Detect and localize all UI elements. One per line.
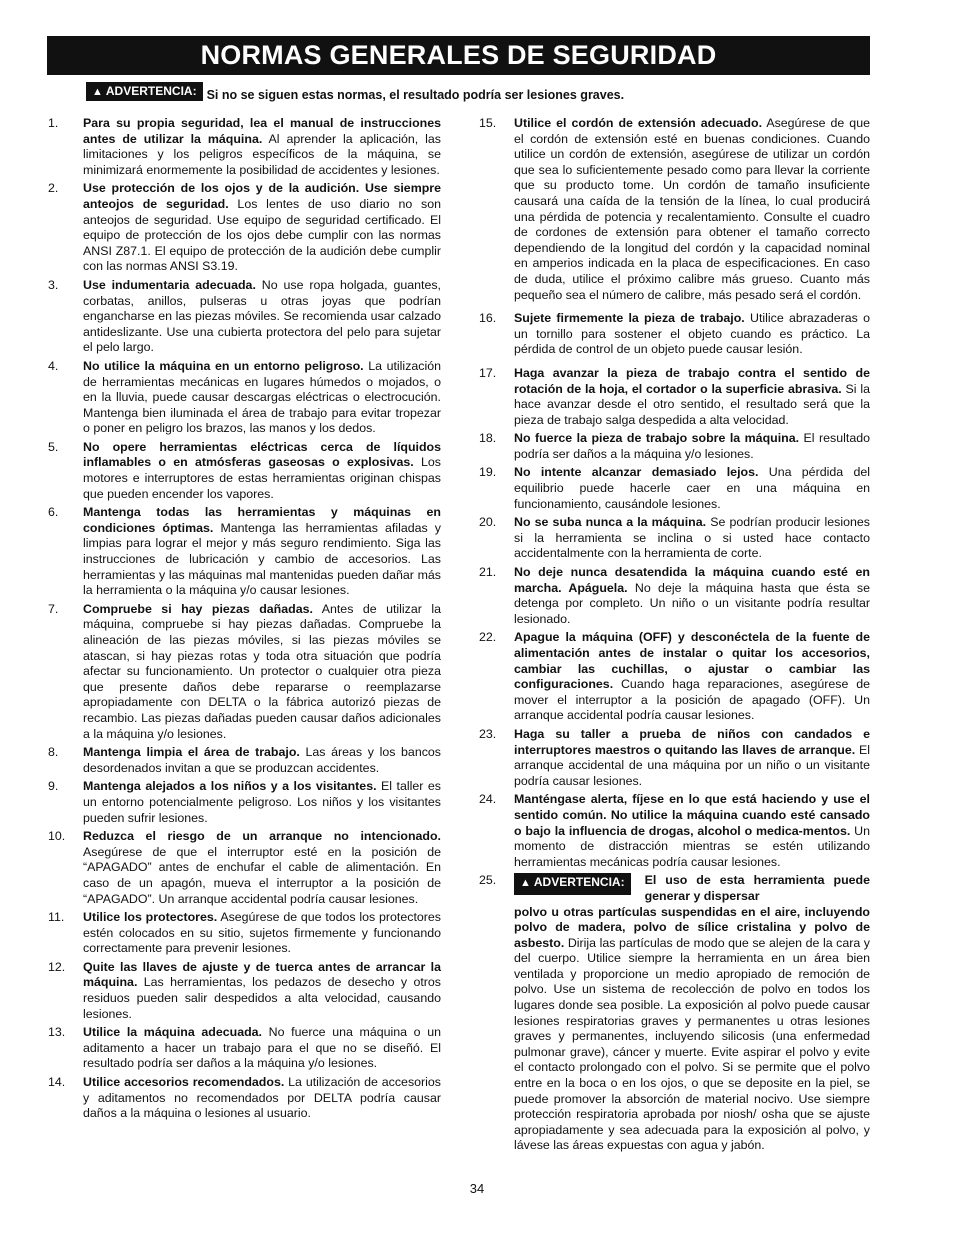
safety-rule <box>48 440 441 502</box>
rule-heading: No deje nunca desatendida la máquina cuando esté en marcha. Apáguela. <box>514 565 870 595</box>
rule-heading: Utilice el cordón de extensión adecuado. <box>514 116 763 130</box>
warning-text: Si no se siguen estas normas, el resultado podría ser lesiones graves. <box>206 87 625 102</box>
rule-heading: Compruebe si hay piezas dañadas. <box>83 601 313 616</box>
safety-rule <box>479 792 870 870</box>
safety-rule <box>48 910 441 957</box>
rule-text: Asegúrese de que el interruptor esté en la posición de “APAGADO” antes de enchufar el cable de alimentación. En caso de un apagón, mueva el interruptor a la posición de “APAGADO”. Un arranque accidental podría causar lesiones. <box>83 844 441 906</box>
rule-heading: No fuerce la pieza de trabajo sobre la máquina. <box>514 431 800 446</box>
rule-number: 20. <box>479 515 497 530</box>
rule-number: 4. <box>48 358 59 373</box>
rule-heading: No opere herramientas eléctricas cerca de líquidos inflamables o en atmósferas gaseosas o explosivas. <box>83 439 441 470</box>
rule-heading: No se suba nunca a la máquina. <box>514 515 707 530</box>
rule-text: No use ropa holgada, guantes, corbatas, anillos, pulseras u otras joyas que podrían engancharse en las piezas móviles. Se recomienda usar calzado antideslizante. Use una cubierta protectora del pelo para sujetar el pelo largo. <box>83 277 441 355</box>
rule-heading: Mantenga todas las herramientas y máquinas en condiciones óptimas. <box>83 505 441 535</box>
rule-heading: Mantenga alejados a los niños y a los visitantes. <box>83 779 377 794</box>
rule-number: 15. <box>479 116 497 130</box>
safety-rule <box>479 565 870 627</box>
dust-warning-lead: El uso de esta herramienta puede generar y dispersar <box>644 873 870 903</box>
general-warning <box>86 82 886 106</box>
safety-rule <box>48 602 441 742</box>
rule-number: 1. <box>48 116 59 130</box>
rule-number: 23. <box>479 726 497 741</box>
rule-number: 6. <box>48 505 59 520</box>
rule-text: El resultado podría ser daños a la máquina y/o lesiones. <box>514 431 870 461</box>
safety-rule <box>48 1025 441 1072</box>
dust-warning-head <box>514 873 870 904</box>
rule-number: 14. <box>48 1075 66 1090</box>
safety-rule <box>479 630 870 724</box>
rule-text: El arranque accidental de una máquina por un niño o un visitante podría causar lesiones. <box>514 742 870 788</box>
rule-heading: polvo u otras partículas suspendidas en el aire, incluyendo polvo de madera, polvo de sílice cristalina y polvo de asbesto. <box>514 904 870 950</box>
rule-number: 17. <box>479 365 497 380</box>
safety-rule-dust-warning <box>479 873 870 1154</box>
rule-number: 11. <box>48 910 65 925</box>
rule-heading: Mantenga limpia el área de trabajo. <box>83 745 300 760</box>
rule-text: Los lentes de uso diario no son anteojos de seguridad. Use equipo de seguridad certificado. El equipo de protección de los ojos debe cumplir con las normas ANSI Z87.1. El equipo de protección de la audición debe cumplir con las normas ANSI S3.19. <box>83 196 441 274</box>
rule-text: Utilice abrazaderas o un tornillo para sostener el objeto cuando es práctico. La pérdida de control de un objeto puede causar lesión. <box>514 311 870 357</box>
rule-text: Las herramientas, los pedazos de desecho y otros residuos pueden salir despedidos a alta velocidad, causando lesiones. <box>83 975 441 1021</box>
rule-number: 22. <box>479 630 497 645</box>
rule-number: 10. <box>48 829 66 844</box>
rule-text: Una pérdida del equilibrio puede hacerle caer en una máquina en funcionamiento, causándole lesiones. <box>514 465 870 511</box>
rule-text: Asegúrese de que el cordón de extensión esté en buenas condiciones. Cuando utilice un cordón de extensión, asegúrese de utilizar un cordón que sea lo suficientemente pesado como para llevar la corriente que su producto tome. Un cordón de tamaño insuficiente causará una caída de la tensión de la línea, lo cual producirá una pérdida de potencia y recalentamiento. Consulte el cuadro de cordones de extensión para obtener el tamaño correcto dependiendo de la longitud del cordón y la capacidad nominal en amperios indicada en la placa de especificaciones. En caso de duda, utilice el próximo calibre más grueso. Cuanto más pequeño sea el número de calibre, más pesado será el cordón. <box>514 116 870 302</box>
safety-rule <box>48 505 441 599</box>
safety-rule <box>48 1075 441 1122</box>
rule-number: 9. <box>48 779 59 794</box>
rule-heading: Manténgase alerta, fíjese en lo que está haciendo y use el sentido común. No utilice la máquina cuando esté cansado o bajo la influencia de drogas, alcohol o medica-mentos. <box>514 792 870 838</box>
safety-rule <box>479 465 870 512</box>
left-column <box>48 116 441 1122</box>
rule-heading: Para su propia seguridad, lea el manual de instrucciones antes de utilizar la máquina. <box>83 116 441 146</box>
safety-rule <box>48 829 441 907</box>
rule-text: La utilización de accesorios y aditamentos no recomendados por DELTA podría causar daños a la máquina o lesiones al usuario. <box>83 1075 441 1121</box>
safety-rule <box>48 116 441 178</box>
warning-badge-label: ADVERTENCIA: <box>533 875 625 890</box>
rule-text: Las áreas y los bancos desordenados invitan a que se produzcan accidentes. <box>83 745 441 775</box>
safety-rule <box>48 278 441 356</box>
rule-text: Se podrían producir lesiones si la herramienta se inclina o si usted hace contacto accidentalmente con la herramienta de corte. <box>514 515 870 561</box>
rule-heading: Use protección de los ojos y de la audición. Use siempre anteojos de seguridad. <box>83 181 441 211</box>
rule-number: 25. <box>479 873 497 888</box>
rule-heading: No utilice la máquina en un entorno peligroso. <box>83 358 364 373</box>
rule-text: Antes de utilizar la máquina, compruebe si hay piezas dañadas. Compruebe la alineación de las piezas móviles, si las piezas móviles se atascan, si hay piezas rotas y toda otra situación que podría afectar su funcionamiento. Un protector o cualquier otra pieza que presente daños debe repararse o reemplazarse apropiadamente con DELTA o la fábrica autorizó piezas de recambio. Las piezas dañadas pueden causar daños adicionales a la máquina y/o lesiones. <box>83 601 441 741</box>
rule-number: 18. <box>479 431 497 446</box>
safety-rule <box>48 359 441 437</box>
rule-text: El taller es un entorno potencialmente peligroso. Los niños y los visitantes pueden sufrir lesiones. <box>83 779 441 825</box>
rule-heading: Utilice la máquina adecuada. <box>83 1025 262 1040</box>
rule-text: No deje la máquina hasta que ésta se detenga por completo. Un niño o un visitante podría resultar lesionado. <box>514 580 870 626</box>
rule-number: 24. <box>479 792 497 807</box>
safety-rule <box>479 311 870 358</box>
rule-text: Los motores e interruptores de estas herramientas originan chispas que pueden encender los vapores. <box>83 455 442 501</box>
rule-text: Dirija las partículas de modo que se alejen de la cara y del cuerpo. Utilice siempre la herramienta en un área bien ventilada y proporcione un medio apropiado de remoción de polvo. Use un sistema de recolección de polvo en todos los lugares donde sea posible. La exposición al polvo puede causar lesiones respiratorias graves y permanentes u otras lesiones graves y permanentes, incluyendo silicosis (una enfermedad pulmonar grave), cáncer y muerte. Evite aspirar el polvo y evite el contacto prolongado con el polvo. Si se permite que el polvo entre en la boca o en los ojos, o que se deposite en la piel, se puede promover la absorción de material nocivo. Use siempre protección respiratoria aprobada por niosh/ osha que se ajuste apropiadamente y sea adecuada para la exposición al polvo, y lávese las áreas expuestas con agua y jabón. <box>514 935 870 1153</box>
rule-number: 3. <box>48 277 59 292</box>
rule-number: 2. <box>48 181 59 196</box>
rule-text: Asegúrese de que todos los protectores estén colocados en su sitio, sujetos firmemente y funcionando correctamente para prevenir lesiones. <box>83 910 441 956</box>
rule-text: Cuando haga reparaciones, asegúrese de mover el interruptor a la posición de apagado (OFF). Un arranque accidental podría causar lesiones. <box>514 677 870 723</box>
rule-number: 5. <box>48 439 59 454</box>
rule-heading: Utilice accesorios recomendados. <box>83 1075 285 1090</box>
safety-rule <box>479 515 870 562</box>
page-number: 34 <box>469 1181 485 1196</box>
rule-heading: Reduzca el riesgo de un arranque no intencionado. <box>83 829 441 844</box>
page-title: NORMAS GENERALES DE SEGURIDAD <box>47 36 870 75</box>
rule-text: Si la hace avanzar desde el otro sentido, el resultado será que la pieza de trabajo salga despedida a alta velocidad. <box>514 381 870 427</box>
warning-badge <box>86 82 203 101</box>
rule-number: 7. <box>48 601 59 616</box>
safety-rule <box>479 431 870 462</box>
rule-heading: Utilice los protectores. <box>83 910 218 925</box>
rule-number: 21. <box>479 565 497 580</box>
rule-text: La utilización de herramientas mecánicas en lugares húmedos o mojados, o en la lluvia, puede causar descargas eléctricas o electrocución. Mantenga bien iluminada el área de trabajo para evitar tropezar o poner en peligro los brazos, las manos y los dedos. <box>83 358 442 436</box>
rule-heading: Haga avanzar la pieza de trabajo contra el sentido de rotación de la hoja, el cortador o la superficie abrasiva. <box>514 365 870 396</box>
rule-number: 19. <box>479 465 497 480</box>
rule-text: Mantenga las herramientas afiladas y limpias para lograr el mejor y más seguro rendimiento. Siga las instrucciones de lubricación y cambio de accesorios. Las herramientas y las máquinas mal mantenidas pueden dañar más la herramienta o la máquina y/o causar lesiones. <box>83 520 441 598</box>
rule-heading: Quite las llaves de ajuste y de tuerca antes de arrancar la máquina. <box>83 959 441 990</box>
rule-number: 12. <box>48 959 66 974</box>
rule-number: 13. <box>48 1025 66 1040</box>
safety-rule <box>48 181 441 275</box>
rule-text: Un momento de distracción mientras se estén utilizando herramientas mecánicas podría causar lesiones. <box>514 823 870 869</box>
warning-triangle-icon: ▲ <box>520 877 531 890</box>
rule-number: 16. <box>479 311 497 326</box>
safety-rule <box>479 366 870 428</box>
safety-rule <box>48 779 441 826</box>
safety-rule <box>479 727 870 789</box>
rule-number: 8. <box>48 745 59 760</box>
right-column <box>479 116 870 1154</box>
rule-heading: Use indumentaria adecuada. <box>83 277 256 292</box>
safety-rule <box>48 960 441 1022</box>
safety-rule <box>479 116 870 303</box>
rule-heading: Haga su taller a prueba de niños con candados e interruptores maestros o quitando las llaves de arranque. <box>514 726 870 757</box>
warning-badge <box>514 873 631 895</box>
safety-rule <box>48 745 441 776</box>
rule-heading: No intente alcanzar demasiado lejos. <box>514 465 759 480</box>
warning-badge-label: ADVERTENCIA: <box>105 84 197 98</box>
rule-heading: Sujete firmemente la pieza de trabajo. <box>514 311 745 326</box>
rule-text: No fuerce una máquina o un aditamento a hacer un trabajo para el que no se diseñó. El resultado podría ser daños a la máquina y/o lesiones. <box>83 1025 441 1071</box>
rule-text: Al aprender la aplicación, las limitaciones y los peligros específicos de la máquina, se minimizará enormemente la posibilidad de accidentes y lesiones. <box>83 131 441 177</box>
rule-heading: Apague la máquina (OFF) y desconéctela de la fuente de alimentación antes de instalar o quitar los accesorios, cambiar las cuchillas, o ajustar o cambiar las configuraciones. <box>514 630 870 692</box>
warning-triangle-icon: ▲ <box>92 86 103 98</box>
